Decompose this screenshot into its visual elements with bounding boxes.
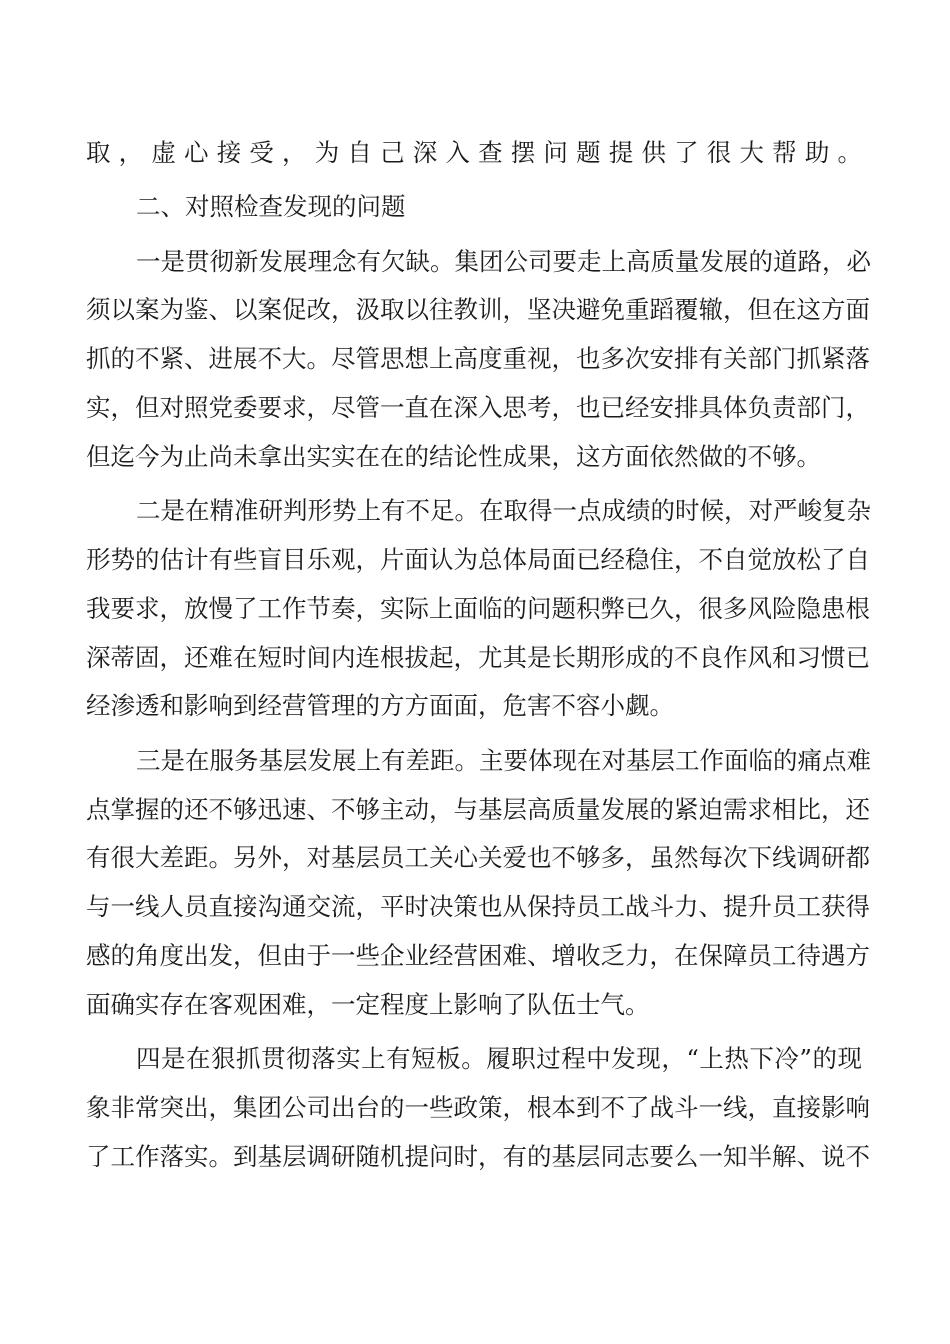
body-text-line: 形势的估计有些盲目乐观，片面认为总体局面已经稳住，不自觉放松了自 (86, 545, 870, 574)
body-text-line: 实，但对照党委要求，尽管一直在深入思考，也已经安排具体负责部门， (86, 393, 870, 422)
body-text-line: 经渗透和影响到经营管理的方方面面，危害不容小觑。 (86, 691, 674, 720)
body-text-line: 二是在精准研判形势上有不足。在取得一点成绩的时候，对严峻复杂 (136, 496, 871, 525)
body-text-line: 一是贯彻新发展理念有欠缺。集团公司要走上高质量发展的道路，必 (136, 247, 871, 276)
body-text-line: 抓的不紧、进展不大。尽管思想上高度重视，也多次安排有关部门抓紧落 (86, 344, 870, 373)
section-heading: 二、对照检查发现的问题 (136, 192, 406, 221)
body-text-line: 面确实存在客观困难，一定程度上影响了队伍士气。 (86, 990, 650, 1019)
body-text-line: 三是在服务基层发展上有差距。主要体现在对基层工作面临的痛点难 (136, 746, 871, 775)
body-text-line: 与一线人员直接沟通交流，平时决策也从保持员工战斗力、提升员工获得 (86, 892, 870, 921)
body-text-line: 感的角度出发，但由于一些企业经营困难、增收乏力，在保障员工待遇方 (86, 941, 870, 970)
body-text-line: 须以案为鉴、以案促改，汲取以往教训，坚决避免重蹈覆辙，但在这方面 (86, 295, 870, 324)
body-text-line: 但迄今为止尚未拿出实实在在的结论性成果，这方面依然做的不够。 (86, 442, 821, 471)
body-text-line: 了工作落实。到基层调研随机提问时，有的基层同志要么一知半解、说不 (86, 1142, 870, 1171)
body-text-line: 象非常突出，集团公司出台的一些政策，根本到不了战斗一线，直接影响 (86, 1093, 870, 1122)
body-text-line: 我要求，放慢了工作节奏，实际上面临的问题积弊已久，很多风险隐患根 (86, 594, 870, 623)
body-text-line: 取，虚心接受，为自己深入查摆问题提供了很大帮助。 (86, 138, 862, 167)
body-text-line: 点掌握的还不够迅速、不够主动，与基层高质量发展的紧迫需求相比，还 (86, 795, 870, 824)
body-text-line: 深蒂固，还难在短时间内连根拔起，尤其是长期形成的不良作风和习惯已 (86, 643, 870, 672)
body-text-line: 四是在狠抓贯彻落实上有短板。履职过程中发现，“上热下冷”的现 (136, 1044, 862, 1073)
body-text-line: 有很大差距。另外，对基层员工关心关爱也不够多，虽然每次下线调研都 (86, 843, 870, 872)
